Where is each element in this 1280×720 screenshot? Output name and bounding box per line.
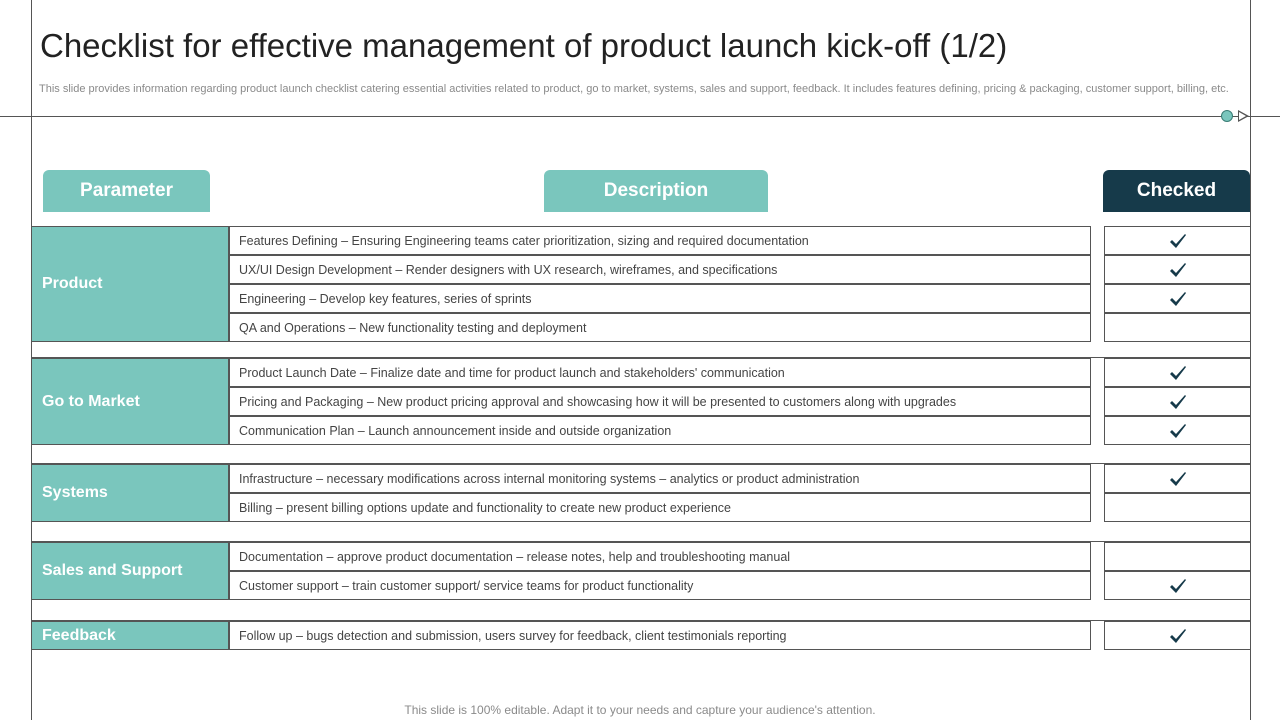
title-divider — [0, 116, 1280, 117]
description-row: Billing – present billing options update and functionality to create new product experience — [229, 493, 1091, 522]
group-separator — [31, 357, 1251, 358]
description-row: Customer support – train customer support/ service teams for product functionality — [229, 571, 1091, 600]
header-description: Description — [544, 170, 768, 212]
header-checked: Checked — [1103, 170, 1250, 212]
description-row: Pricing and Packaging – New product pricing approval and showcasing how it will be presented to customers along with upgrades — [229, 387, 1091, 416]
checked-cell — [1104, 542, 1251, 571]
description-row: Product Launch Date – Finalize date and time for product launch and stakeholders' communication — [229, 358, 1091, 387]
checkmark-icon — [1169, 423, 1187, 439]
page-subtitle: This slide provides information regarding product launch checklist catering essential activities related to product, go to market, systems, sales and support, feedback. It includes features defining, pricing & packaging, customer support, billing, etc. — [39, 83, 1229, 95]
group-separator — [31, 541, 1251, 542]
checked-cell — [1104, 255, 1251, 284]
divider-dot-icon — [1221, 110, 1233, 122]
checkmark-icon — [1169, 578, 1187, 594]
description-row: UX/UI Design Development – Render designers with UX research, wireframes, and specifications — [229, 255, 1091, 284]
description-row: Infrastructure – necessary modifications across internal monitoring systems – analytics or product administration — [229, 464, 1091, 493]
checkmark-icon — [1169, 291, 1187, 307]
parameter-sales-and-support: Sales and Support — [31, 542, 229, 600]
checked-cell — [1104, 464, 1251, 493]
group-separator — [31, 620, 1251, 621]
description-row: Engineering – Develop key features, series of sprints — [229, 284, 1091, 313]
checkmark-icon — [1169, 233, 1187, 249]
parameter-go-to-market: Go to Market — [31, 358, 229, 445]
checkmark-icon — [1169, 628, 1187, 644]
checkmark-icon — [1169, 262, 1187, 278]
divider-arrow-icon — [1238, 110, 1249, 122]
checkmark-icon — [1169, 394, 1187, 410]
checked-cell — [1104, 226, 1251, 255]
group-separator — [31, 463, 1251, 464]
checked-cell — [1104, 416, 1251, 445]
checked-cell — [1104, 313, 1251, 342]
description-row: Follow up – bugs detection and submission, users survey for feedback, client testimonials reporting — [229, 621, 1091, 650]
checkmark-icon — [1169, 365, 1187, 381]
description-row: Features Defining – Ensuring Engineering teams cater prioritization, sizing and required documentation — [229, 226, 1091, 255]
checked-cell — [1104, 284, 1251, 313]
header-parameter: Parameter — [43, 170, 210, 212]
parameter-feedback: Feedback — [31, 621, 229, 650]
checked-cell — [1104, 493, 1251, 522]
parameter-systems: Systems — [31, 464, 229, 522]
checked-cell — [1104, 571, 1251, 600]
parameter-product: Product — [31, 226, 229, 342]
checked-cell — [1104, 358, 1251, 387]
description-row: QA and Operations – New functionality testing and deployment — [229, 313, 1091, 342]
footer-note: This slide is 100% editable. Adapt it to your needs and capture your audience's attention. — [404, 703, 876, 717]
checked-cell — [1104, 387, 1251, 416]
description-row: Documentation – approve product documentation – release notes, help and troubleshooting manual — [229, 542, 1091, 571]
page-title: Checklist for effective management of product launch kick-off (1/2) — [40, 27, 1008, 64]
checked-cell — [1104, 621, 1251, 650]
description-row: Communication Plan – Launch announcement inside and outside organization — [229, 416, 1091, 445]
checkmark-icon — [1169, 471, 1187, 487]
